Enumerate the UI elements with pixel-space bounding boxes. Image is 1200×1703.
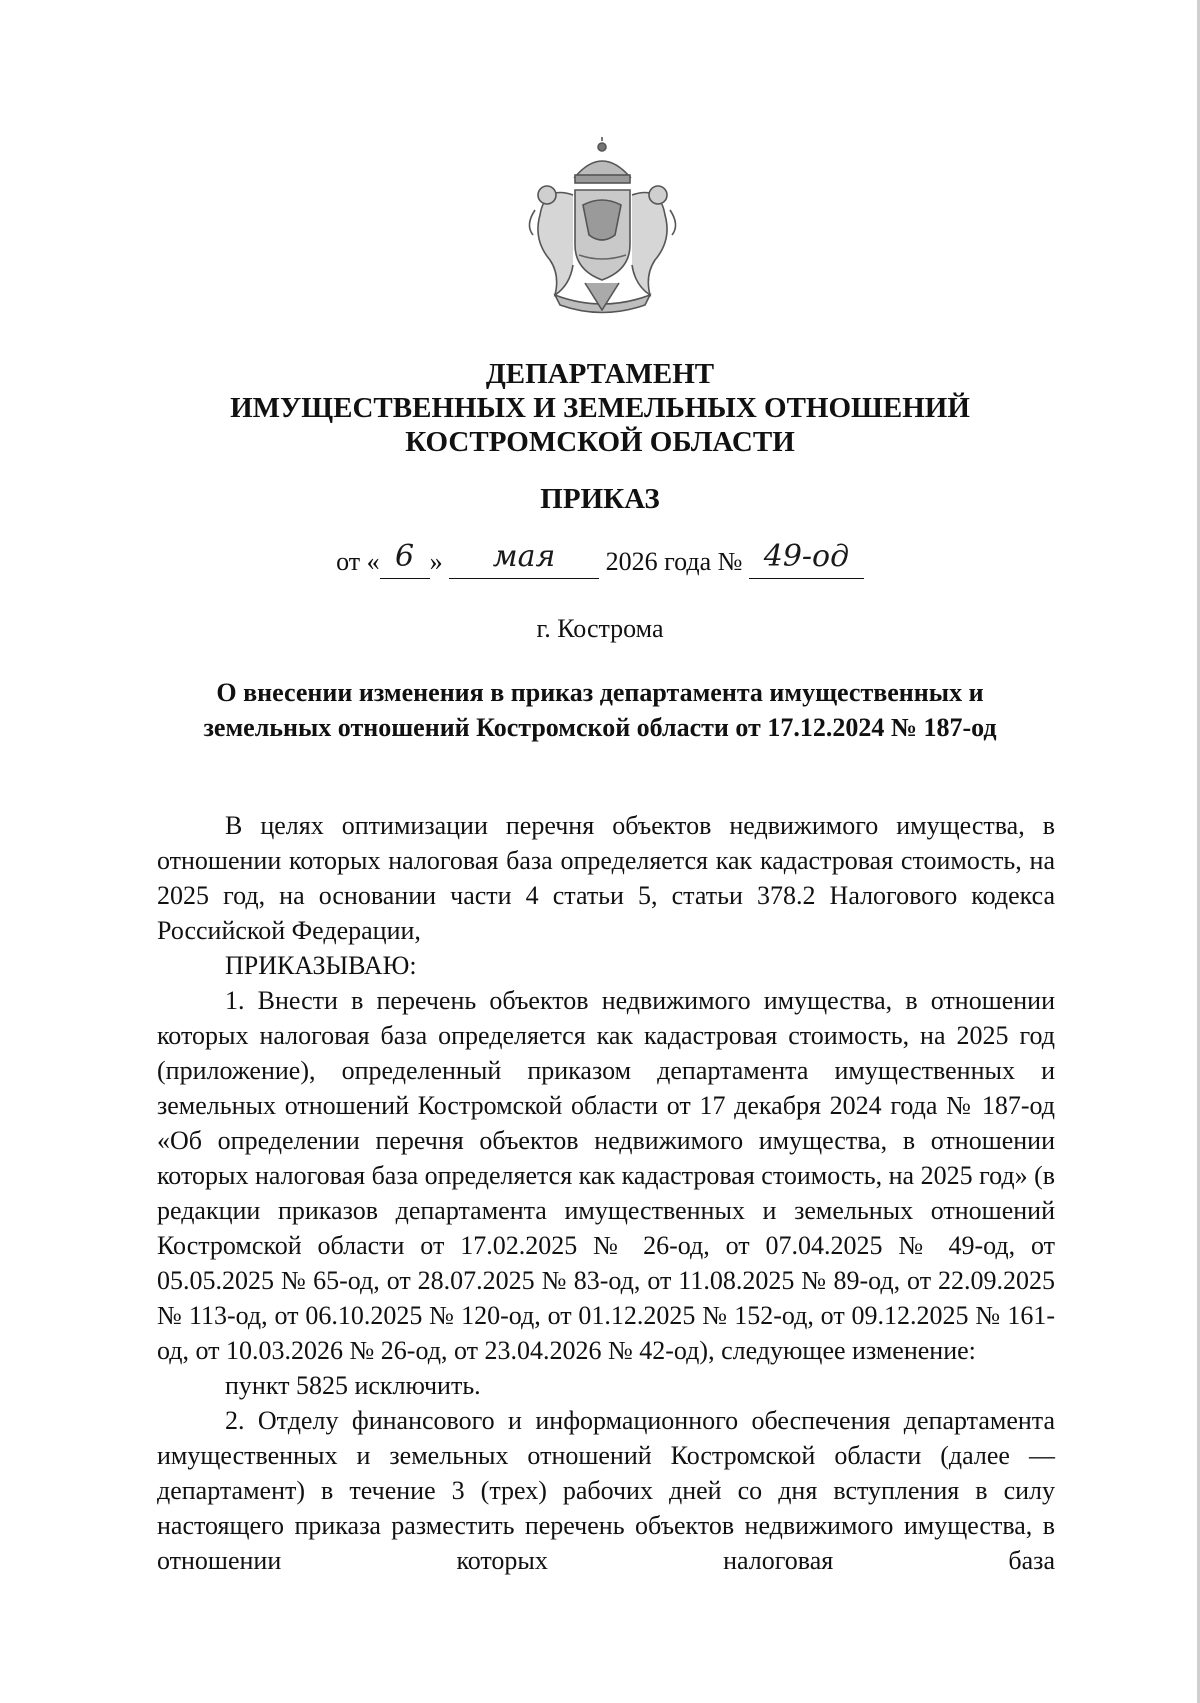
order-title-line-2: земельных отношений Костромской области от 17.12.2024 № 187-од [203, 713, 997, 742]
department-header [0, 357, 1200, 459]
date-line [0, 539, 1200, 579]
date-day-handwritten: 6 [395, 539, 415, 574]
department-line-2: ИМУЩЕСТВЕННЫХ И ЗЕМЕЛЬНЫХ ОТНОШЕНИЙ [230, 392, 970, 424]
document-type: ПРИКАЗ [540, 483, 660, 515]
paragraph-item-1: 1. Внести в перечень объектов недвижимого имущества, в отношении которых налоговая база определяется как кадастровая стоимость, на 2025 год (приложение), определенный приказом департамента имущественных и земельных отношений Костромской области от 17 декабря 2024 года № 187-од «Об определении перечня объектов недвижимого имущества, в отношении которых налоговая база определяется как кадастровая стоимость, на 2025 год» (в редакции приказов департамента имущественных и земельных отношений Костромской области от 17.02.2025 № 26-од, от 07.04.2025 № 49-од, от 05.05.2025 № 65-од, от 28.07.2025 № 83-од, от 11.08.2025 № 89-од, от 22.09.2025 № 113-од, от 06.10.2025 № 120-од, от 01.12.2025 № 152-од, от 09.12.2025 № 161-од, от 10.03.2026 № 26-од, от 23.04.2026 № 42-од), следующее изменение: [157, 986, 1056, 1365]
coat-of-arms-emblem [515, 135, 690, 320]
date-month-field [449, 539, 599, 579]
paragraph-item-1-change: пункт 5825 исключить. [225, 1371, 481, 1400]
paragraph-order-word: ПРИКАЗЫВАЮ: [225, 951, 417, 980]
date-mid: » [429, 547, 443, 576]
order-title-line-1: О внесении изменения в приказ департамента имущественных и [216, 678, 984, 707]
department-line-1: ДЕПАРТАМЕНТ [485, 358, 715, 390]
paragraph-preamble: В целях оптимизации перечня объектов недвижимого имущества, в отношении которых налоговая база определяется как кадастровая стоимость, на 2025 год, на основании части 4 статьи 5, статьи 378.2 Налогового кодекса Российской Федерации, [157, 811, 1055, 945]
paragraph-item-2: 2. Отделу финансового и информационного обеспечения департамента имущественных и земельных отношений Костромской области (далее — департамент) в течение 3 (трех) рабочих дней со дня вступления в силу настоящего приказа разместить перечень объектов недвижимого имущества, в отношении которых налоговая база [157, 1406, 1055, 1575]
date-day-field [380, 539, 430, 579]
order-title [150, 675, 1050, 745]
order-number-handwritten: 49-од [763, 539, 850, 574]
date-month-handwritten: мая [492, 539, 556, 574]
order-body [157, 808, 1055, 1578]
order-number-field [749, 539, 864, 579]
date-year-text: 2026 года № [605, 547, 743, 576]
date-prefix: от « [336, 547, 380, 576]
department-line-3: КОСТРОМСКОЙ ОБЛАСТИ [405, 426, 795, 458]
city-line: г. Кострома [536, 614, 664, 643]
